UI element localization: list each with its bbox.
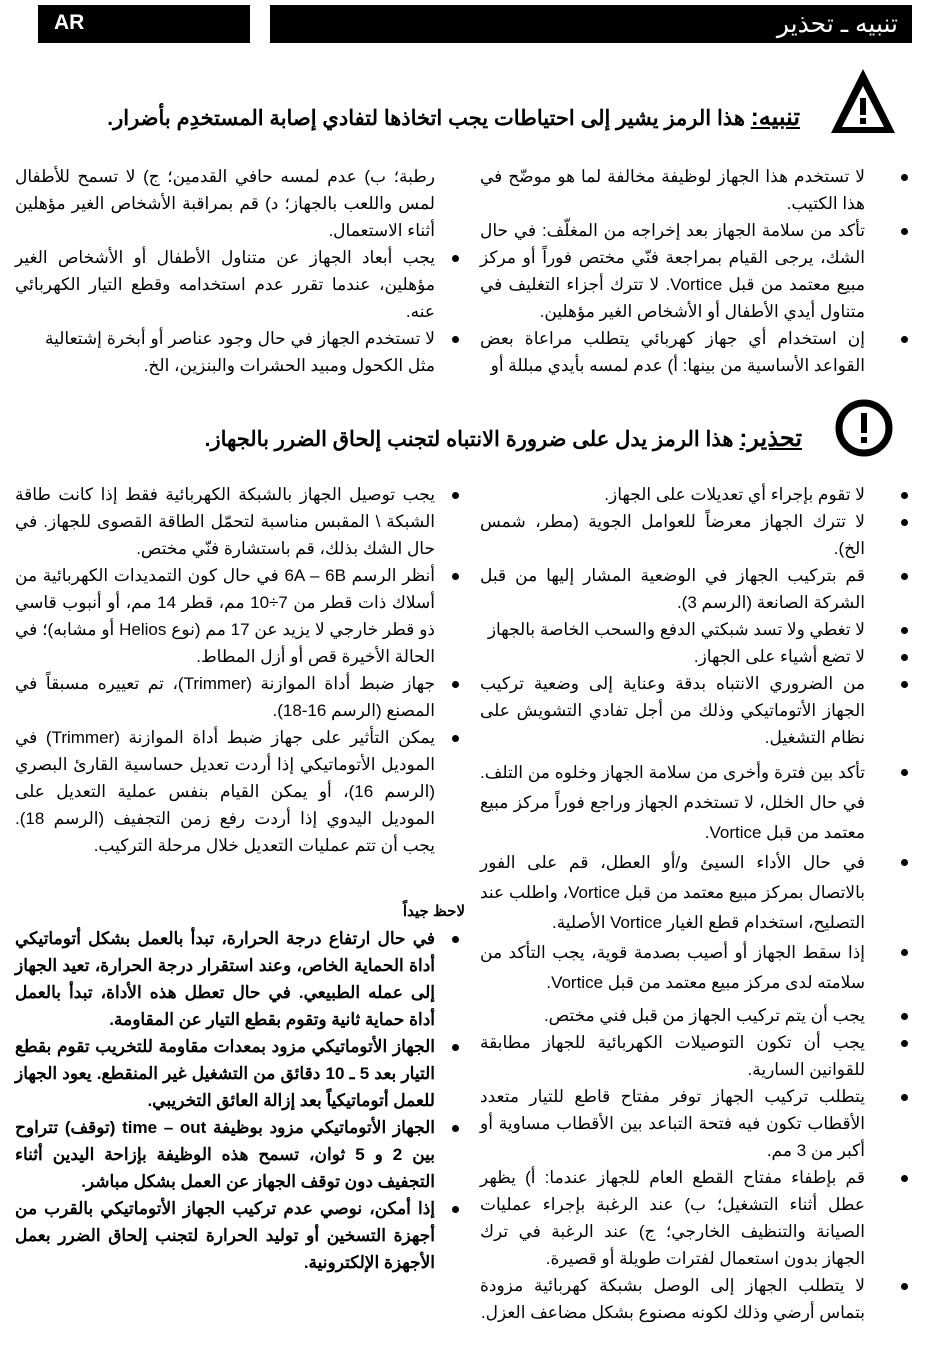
warning-right-group-b <box>480 758 910 998</box>
warning-heading <box>205 424 802 453</box>
list-item: يجب أبعاد الجهاز عن متناول الأطفال أو الأشخاص الغير مؤهلين، عندما تقرر عدم استخدامه وقطع التيار الكهربائي عنه. <box>15 244 435 325</box>
caution-left-column <box>15 163 465 379</box>
list-item: قم بتركيب الجهاز في الوضعية المشار إليها من قبل الشركة الصانعة (الرسم 3). <box>480 562 865 616</box>
list-item: الجهاز الأتوماتيكي مزود بمعدات مقاومة للتخريب تقوم بقطع التيار بعد 5 ـ 10 دقائق من التشغيل غير المنقطع. يعود الجهاز للعمل أتوماتيكياً بعد إزالة العائق التخريبي. <box>15 1033 435 1114</box>
list-item: لا تترك الجهاز معرضاً للعوامل الجوية (مطر، شمس الخ). <box>480 508 865 562</box>
list-item: إذا سقط الجهاز أو أصيب بصدمة قوية، يجب التأكد من سلامته لدى مركز مبيع معتمد من قبل Vortice. <box>480 938 865 998</box>
warning-text: هذا الرمز يدل على ضرورة الانتباه لتجنب إلحاق الضرر بالجهاز. <box>204 428 740 451</box>
list-item: في حال ارتفاع درجة الحرارة، تبدأ بالعمل بشكل أتوماتيكي أداة الحماية الخاص، وعند استقرار درجة الحرارة، تعيد الجهاز إلى عمله الطبيعي. في حال تعطل هذه الأداة، تبدأ بالعمل أداة حماية ثانية وتقوم بقطع التيار عن المقاومة. <box>15 925 435 1033</box>
list-item: لا تضع أشياء على الجهاز. <box>480 643 865 670</box>
note-section <box>15 898 465 1276</box>
language-tab <box>38 5 250 43</box>
list-item: من الضروري الانتباه بدقة وعناية إلى وضعية تركيب الجهاز الأتوماتيكي وذلك من أجل تفادي التشويش على نظام التشغيل. <box>480 670 865 751</box>
list-item: أنظر الرسم 6A – 6B في حال كون التمديدات الكهربائية من أسلاك ذات قطر من 7÷10 مم، قطر 14 مم، أو أنبوب قاسي ذو قطر خارجي لا يزيد عن 17 مم (نوع Helios أو مشابه)؛ في الحالة الأخيرة قص أو أزل المطاط. <box>15 562 435 670</box>
caution-heading <box>107 103 800 132</box>
list-item: تأكد من سلامة الجهاز بعد إخراجه من المغلّف: في حال الشك، يرجى القيام بمراجعة فنّي مختص فوراً أو مركز مبيع معتمد من قبل Vortice. لا تترك أجزاء التغليف في متناول أيدي الأطفال أو الأشخاص الغير مؤهلين. <box>480 217 865 325</box>
list-item: إن استخدام أي جهاز كهربائي يتطلب مراعاة بعض القواعد الأساسية من بينها: أ) عدم لمسه بأيدي مبللة أو <box>480 325 865 379</box>
continued-text: رطبة؛ ب) عدم لمسه حافي القدمين؛ ج) لا تسمح للأطفال لمس واللعب بالجهاز؛ د) قم بمراقبة الأشخاص الغير مؤهلين أثناء الاستعمال. <box>15 167 435 240</box>
list-item: تأكد بين فترة وأخرى من سلامة الجهاز وخلوه من التلف. في حال الخلل، لا تستخدم الجهاز وراجع فوراً مركز مبيع معتمد من قبل Vortice. <box>480 758 865 848</box>
exclamation-circle-icon <box>834 398 894 458</box>
warning-label: تحذير: <box>739 425 802 452</box>
note-title: لاحظ جيداً <box>402 903 465 920</box>
list-item: لا تستخدم الجهاز في حال وجود عناصر أو أبخرة إشتعالية مثل الكحول ومبيد الحشرات والبنزين، الخ. <box>15 325 435 379</box>
caution-text: هذا الرمز يشير إلى احتياطات يجب اتخاذها لتفادي إصابة المستخدِم بأضرار. <box>107 107 751 130</box>
list-item: إذا أمكن، نوصي عدم تركيب الجهاز الأتوماتيكي بالقرب من أجهزة التسخين أو توليد الحرارة لتجنب إلحاق الضرر بعمل الأجهزة الإلكترونية. <box>15 1195 435 1276</box>
list-item: لا تغطي ولا تسد شبكتي الدفع والسحب الخاصة بالجهاز <box>480 616 865 643</box>
list-item: لا تستخدم هذا الجهاز لوظيفة مخالفة لما هو موضّح في هذا الكتيب. <box>480 163 865 217</box>
warning-left-column <box>15 481 465 859</box>
list-item: يتطلب تركيب الجهاز توفر مفتاح قاطع للتيار متعدد الأقطاب تكون فيه فتحة التباعد بين الأقطاب مساوية أو أكبر من 3 مم. <box>480 1083 865 1164</box>
caution-right-column <box>480 163 910 379</box>
list-item: لا يتطلب الجهاز إلى الوصل بشبكة كهربائية مزودة بتماس أرضي وذلك لكونه مصنوع بشكل مضاعف العزل. <box>480 1272 865 1326</box>
list-item: الجهاز الأتوماتيكي مزود بوظيفة time – out (توقف) تتراوح بين 2 و 5 ثوان، تسمح هذه الوظيفة بإزاحة اليدين أثناء التجفيف دون توقف الجهاز عن العمل بشكل مباشر. <box>15 1114 435 1195</box>
section-title: تنبيه ـ تحذير <box>776 10 898 38</box>
list-item: قم بإطفاء مفتاح القطع العام للجهاز عندما: أ) يظهر عطل أثناء التشغيل؛ ب) عند الرغبة بإجراء عمليات الصيانة والتنظيف الخارجي؛ ج) عند الرغبة في ترك الجهاز بدون استعمال لفترات طويلة أو قصيرة. <box>480 1164 865 1272</box>
list-item: لا تقوم بإجراء أي تعديلات على الجهاز. <box>480 481 865 508</box>
list-item: يجب توصيل الجهاز بالشبكة الكهربائية فقط إذا كانت طاقة الشبكة \ المقبس مناسبة لتحمّل الطاقة القصوى للجهاز. في حال الشك بذلك، قم باستشارة فنّي مختص. <box>15 481 435 562</box>
list-item: يجب أن تكون التوصيلات الكهربائية للجهاز مطابقة للقوانين السارية. <box>480 1029 865 1083</box>
warning-right-group-c <box>480 1002 910 1326</box>
language-code: AR <box>54 11 85 34</box>
section-header <box>270 5 912 43</box>
list-item: في حال الأداء السيئ و/أو العطل، قم على الفور بالاتصال بمركز مبيع معتمد من قبل Vortice، واطلب عند التصليح، استخدام قطع الغيار Vortice الأصلية. <box>480 848 865 938</box>
warning-triangle-icon <box>828 66 898 136</box>
list-item: يمكن التأثير على جهاز ضبط أداة الموازنة (Trimmer) في الموديل الأتوماتيكي إذا أردت تعديل حساسية القارئ البصري (الرسم 16)، أو يمكن القيام بنفس عملية التعديل على الموديل اليدوي إذا أردت رفع زمن التجفيف (الرسم 18). يجب أن تتم عمليات التعديل خلال مرحلة التركيب. <box>15 724 435 859</box>
caution-label: تنبيه: <box>750 104 800 131</box>
list-item: يجب أن يتم تركيب الجهاز من قبل فني مختص. <box>480 1002 865 1029</box>
warning-right-group-a <box>480 481 910 751</box>
list-item: جهاز ضبط أداة الموازنة (Trimmer)، تم تعييره مسبقاً في المصنع (الرسم 16-18). <box>15 670 435 724</box>
